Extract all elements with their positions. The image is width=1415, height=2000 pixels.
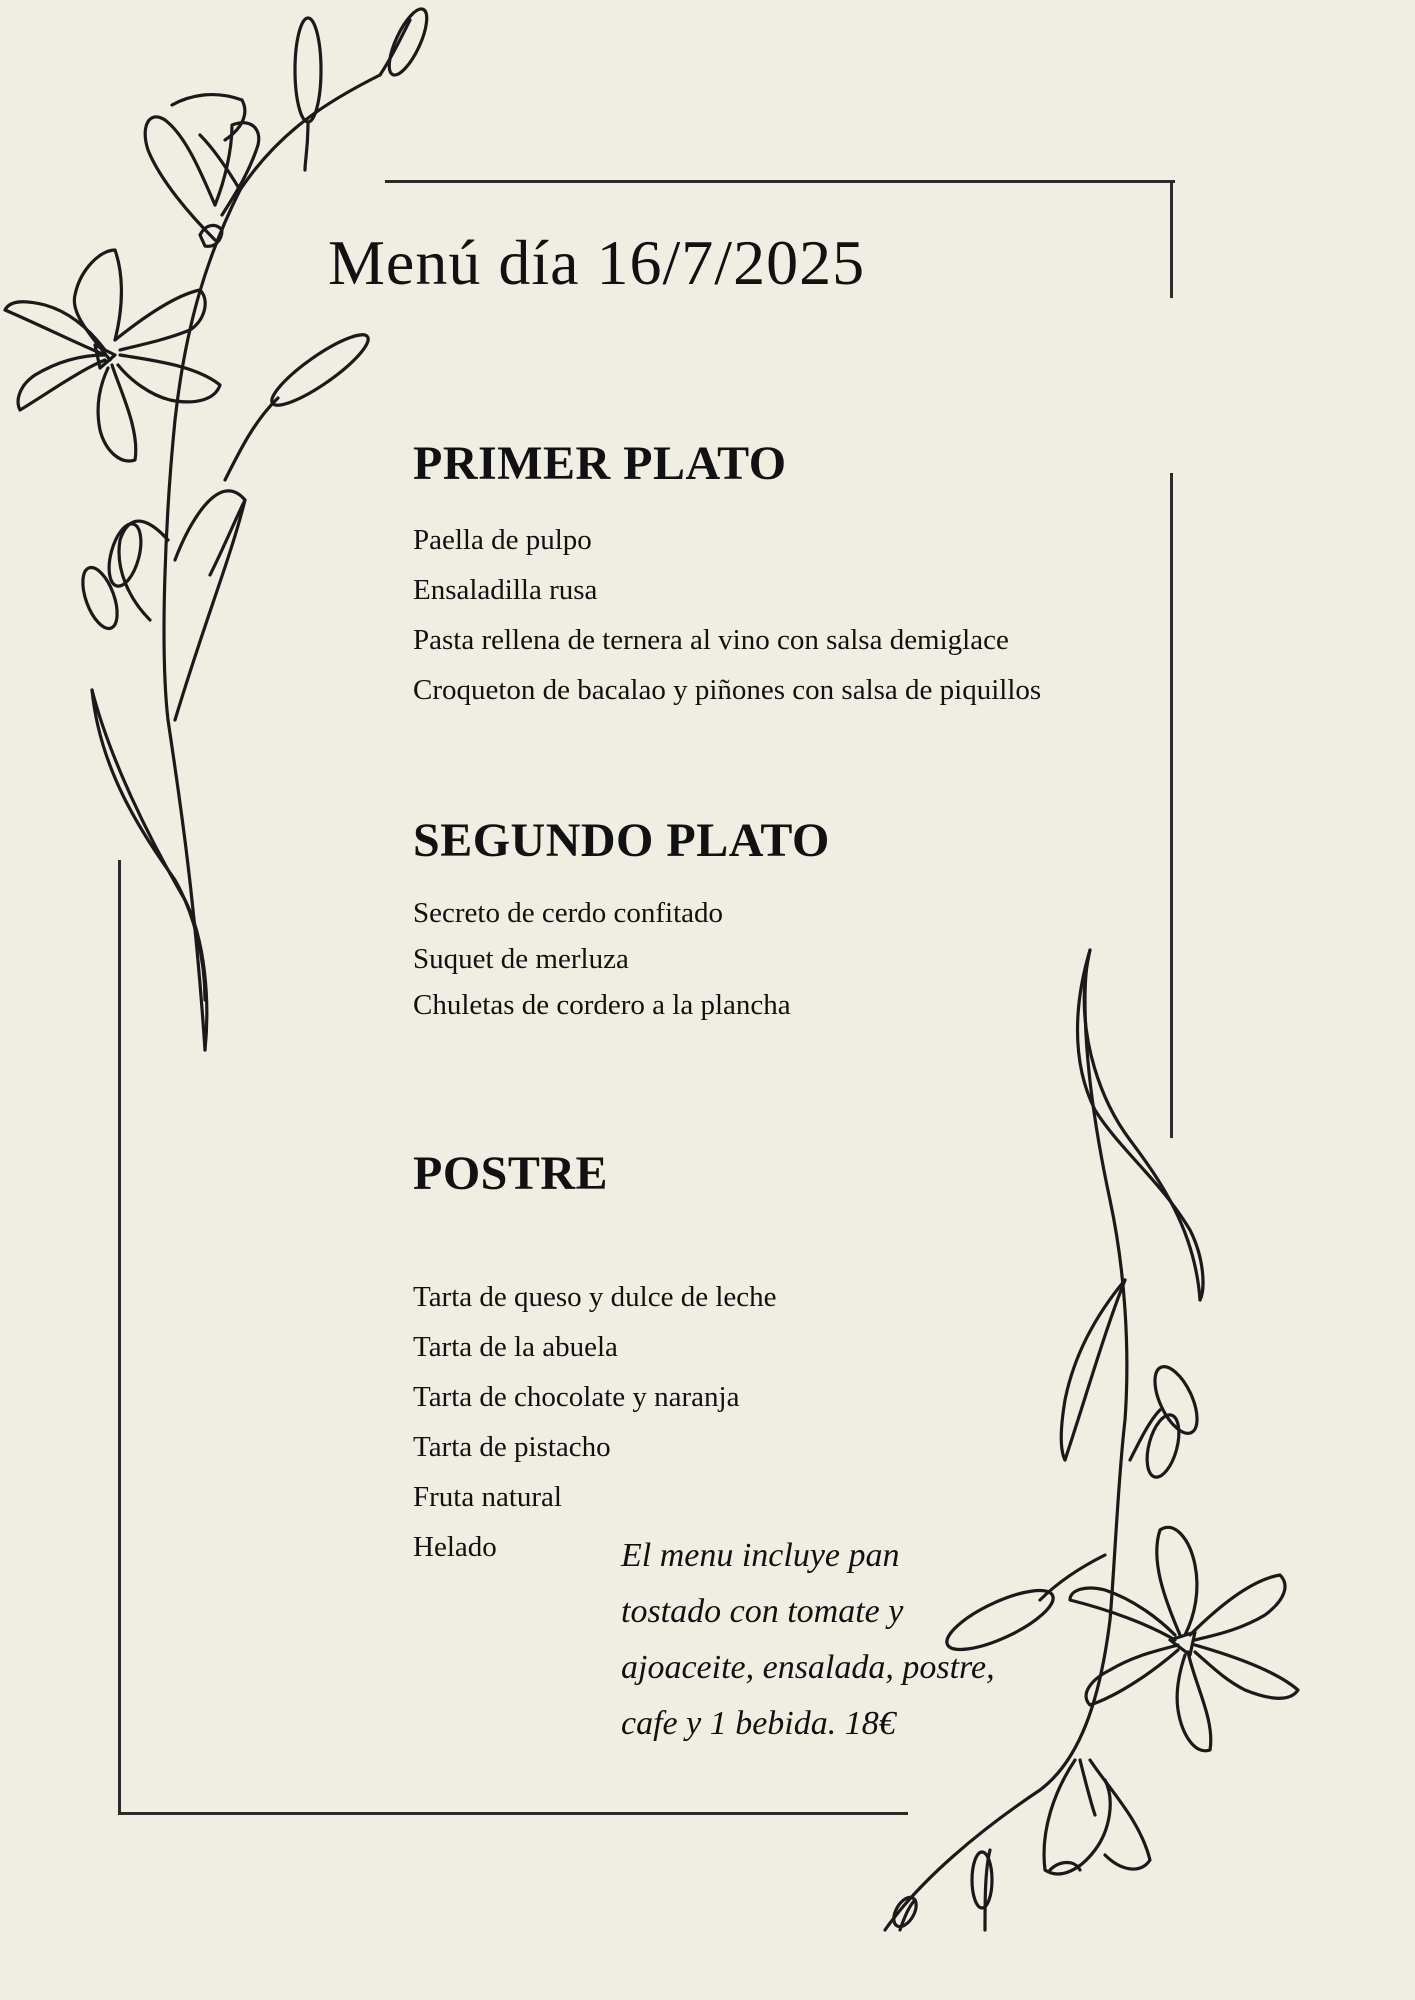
list-item: Tarta de la abuela: [413, 1331, 618, 1363]
list-item: Pasta rellena de ternera al vino con salsa demiglace: [413, 624, 1009, 656]
section-heading-segundo-plato: SEGUNDO PLATO: [413, 814, 830, 867]
list-item: Helado: [413, 1531, 497, 1563]
section-heading-postre: POSTRE: [413, 1147, 609, 1200]
list-item: Chuletas de cordero a la plancha: [413, 989, 791, 1021]
list-item: Tarta de pistacho: [413, 1431, 611, 1463]
list-item: Croqueton de bacalao y piñones con salsa de piquillos: [413, 674, 1042, 706]
list-item: Fruta natural: [413, 1481, 562, 1513]
top-left-floral-icon: [5, 4, 434, 1050]
list-item: Ensaladilla rusa: [413, 574, 598, 606]
segundo-plato-list: [413, 890, 791, 1028]
postre-list: [413, 1272, 777, 1572]
section-heading-primer-plato: PRIMER PLATO: [413, 437, 787, 490]
primer-plato-list: [413, 515, 1073, 715]
menu-title: Menú día 16/7/2025: [328, 227, 866, 298]
list-item: Tarta de queso y dulce de leche: [413, 1281, 777, 1313]
bottom-right-floral-icon: [885, 950, 1298, 1930]
list-item: Paella de pulpo: [413, 524, 592, 556]
menu-includes-note: El menu incluye pan tostado con tomate y ajoaceite, ensalada, postre, cafe y 1 bebida. 18€: [621, 1537, 995, 1742]
list-item: Tarta de chocolate y naranja: [413, 1381, 740, 1413]
list-item: Suquet de merluza: [413, 943, 629, 975]
list-item: Secreto de cerdo confitado: [413, 897, 723, 929]
